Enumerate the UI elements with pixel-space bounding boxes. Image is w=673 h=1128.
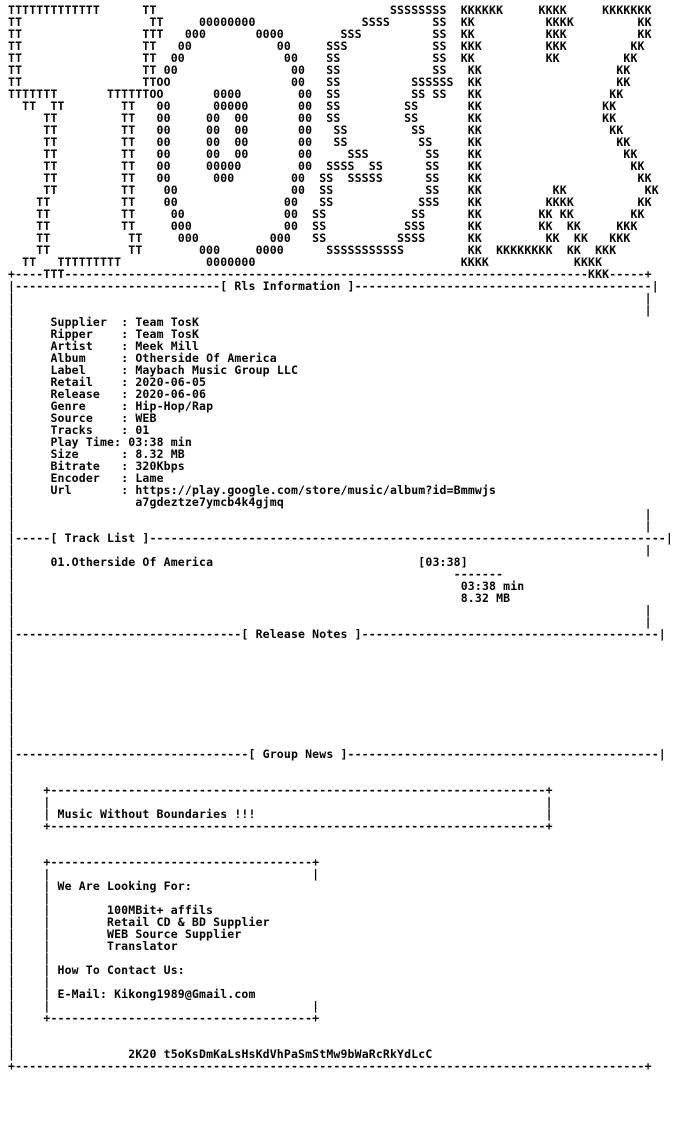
rls-field-value: Otherside Of America [135,351,277,365]
rls-field-key: Retail [50,375,122,389]
contact-title: How To Contact Us: [57,963,185,977]
group-news-header: ---------------------------------[ Group News ]-------------------------------------------- [15,747,659,761]
rls-field-value: Hip-Hop/Rap [135,399,214,413]
release-notes-header: --------------------------------[ Release Notes ]------------------------------------------ [15,627,659,641]
rls-field-key: Release [50,387,122,401]
rls-field-value: Meek Mill [135,339,200,353]
rls-field-value: WEB [135,411,157,425]
rls-field-value: Lame [135,471,164,485]
rls-field-value: Team TosK [135,315,200,329]
rls-field-key: Label [50,363,122,377]
nfo-document: TTTTTTTTTTTTT TT SSSSSSSS KKKKKK KKKK KKKKKKK TT TT 00000000 SSSS SS KK KKKK KK TT TTT 000 0000 SSS SS KK KKK KK TT TT 00 00 SSS SS KKK KKK KK TT TT 00 00 SS SS KK KK KK TT TT 00 00 SS SS KK KK TT TTOO 00 SS SSSSSS KK KK TTTTTTT TTTTTTOO 0000 00 SS SS SS KK KK TT TT TT 00 00000 00 SS SS KK KK TT TT 00 00 00 00 SS SS KK KK TT TT 00 00 00 00 SS SS KK KK TT TT 00 00 00 00 SS SS KK KK TT TT 00 00 00 00 SSS SS KK KK TT TT 00 00000 00 SSSS SS SS KK KK TT TT 00 000 00 SS SSSSS SS KK KK TT TT 00 00 SS SS KK KK KK TT TT 00 00 SS SSS KK KKKK KK TT TT 00 00 SS SS KK KK KK KK TT TT 000 00 SS SSS KK KK KK KKK TT TT 000 000 SS SSSS KK KK KK KKK TT TT 000 0000 SSSSSSSSSSS KK KKKKKKKK KK KKK TT TTTTTTTTT 0000000 KKKK KKKK +----TTT--------------------------------------------------------------------------KKK-----+ |-----------------------------[ Rls Information ]------------------------------------------| | | | | | Supplier : Team TosK | Ripper : Team TosK | Artist : Meek Mill | Album : Otherside Of America | Label : Maybach Music Group LLC | Retail : 2020-06-05 | Release : 2020-06-06 | Genre : Hip-Hop/Rap | Source : WEB | Tracks : 01 | Play Time: 03:38 min | Size : 8.32 MB | Bitrate : 320Kbps | Encoder : Lame | Url : https://play.google.com/store/music/album?id=Bmmwjs | a7gdeztze7ymcb4k4gjmq | | | | |-----[ Track List ]-------------------------------------------------------------------------| | | | 01.Otherside Of America [03:38] | ------- | 03:38 min | 8.32 MB | | | | |--------------------------------[ Release Notes ]------------------------------------------| | | | | | | | | | |---------------------------------[ Group News ]--------------------------------------------| | | | +----------------------------------------------------------------------+ | | | | | Music Without Boundaries !!! | | +----------------------------------------------------------------------+ | | | +-------------------------------------+ | | | | | We Are Looking For: | | | | 100MBit+ affils | | Retail CD & BD Supplier | | WEB Source Supplier | | Translator | | | | How To Contact Us: | | | | E-Mail: Kikong1989@Gmail.com | | | | +-------------------------------------+ | | | 2K20 t5oKsDmKaLsHsKdVhPaSmStMw9bWaRcRkYdLcC +-----------------------------------------------------------------------------------------+ [8,3,673,1073]
total-size: 8.32 MB [460,591,511,605]
total-time: 03:38 min [460,579,525,593]
rls-field-key: Url [50,483,122,497]
email-label: E-Mail: [57,987,108,1001]
looking-for-item: WEB Source Supplier [107,927,242,941]
tosk-logo-art: TTTTTTTTTTTTT TT SSSSSSSS KKKKKK KKKK KKKKKKK TT TT 00000000 SSSS SS KK KKKK KK TT TTT 000 0000 SSS SS KK KKK KK TT TT 00 00 SSS SS KKK KKK KK TT TT 00 00 SS SS KK KK KK TT TT 00 00 SS SS KK KK TT TTOO 00 SS SSSSSS KK KK TTTTTTT TTTTTTOO 0000 00 SS SS SS KK KK TT TT TT 00 00000 00 SS SS KK KK TT TT 00 00 00 00 SS SS KK KK TT TT 00 00 00 00 SS SS KK KK TT TT 00 00 00 00 SS SS KK KK TT TT 00 00 00 00 SSS SS KK KK TT TT 00 00000 00 SSSS SS SS KK KK TT TT 00 000 00 SS SSSSS SS KK KK TT TT 00 00 SS SS KK KK KK TT TT 00 00 SS SSS KK KKKK KK TT TT 00 00 SS SS KK KK KK KK TT TT 000 00 SS SSS KK KK KK KKK TT TT 000 000 SS SSSS KK KK KK KKK TT TT 000 0000 SSSSSSSSSSS KK KKKKKKKK KK KKK TT TTTTTTTTT 0000000 KKKK KKKK [8,3,659,269]
rls-information-header: -----------------------------[ Rls Information ]------------------------------------------ [15,279,652,293]
rls-field-value: 03:38 min [128,435,192,449]
looking-for-title: We Are Looking For: [57,879,192,893]
email-address: Kikong1989@Gmail.com [114,987,256,1001]
rls-field-key: Artist [50,339,122,353]
track-length: [03:38] [418,555,468,569]
rls-field-key: Supplier [50,315,122,329]
group-motto: Music Without Boundaries !!! [57,807,256,821]
rls-field-value: Maybach Music Group LLC [135,363,299,377]
looking-for-item: Translator [107,939,178,953]
frame-top-border: +----TTT--------------------------------------------------------------------------KKK-----+ [8,267,652,281]
rls-field-key: Tracks [50,423,122,437]
rls-field-value: Team TosK [135,327,200,341]
rls-field-value: 8.32 MB [135,447,185,461]
looking-for-item: 100MBit+ affils [107,903,214,917]
rls-field-key: Ripper [50,327,122,341]
rls-field-value: 01 [135,423,150,437]
rls-field-key: Source [50,411,122,425]
rls-information-fields: Supplier : Team TosK | Ripper : Team TosK | Artist : Meek Mill | Album : Otherside Of America | Label : Maybach Music Group LLC | Retail : 2020-06-05 | Release : 2020-06-06 | Genre : Hip-Hop/Rap | Source : WEB | Tracks : 01 | Play Time: 03:38 min | Size : 8.32 MB | Bitrate : 320Kbps | Encoder : Lame | Url : https://play.google.com/store/music/album?id=Bmmwjs | [8,315,497,509]
frame-bottom-border: +-----------------------------------------------------------------------------------------+ [8,1059,652,1073]
rls-field-value: https://play.google.com/store/music/album?id=Bmmwjs [135,483,497,497]
rls-field-key: Size [50,447,122,461]
rls-field-key: Album [50,351,122,365]
release-signature: 2K20 t5oKsDmKaLsHsKdVhPaSmStMw9bWaRcRkYdLcC [128,1047,433,1061]
looking-for-item: Retail CD & BD Supplier [107,915,270,929]
track-title: 01.Otherside Of America [50,555,214,569]
track-list-header: -----[ Track List ]------------------------------------------------------------------------- [15,531,666,545]
rls-field-value: 320Kbps [135,459,185,473]
rls-field-key: Genre [50,399,122,413]
rls-field-value: 2020-06-06 [135,387,207,401]
rls-field-value: 2020-06-05 [135,375,207,389]
rls-field-key: Encoder [50,471,122,485]
total-divider: ------- [453,567,504,581]
url-continuation: a7gdeztze7ymcb4k4gjmq [135,495,284,509]
rls-field-key: Bitrate [50,459,122,473]
rls-field-key: Play Time [50,435,115,449]
